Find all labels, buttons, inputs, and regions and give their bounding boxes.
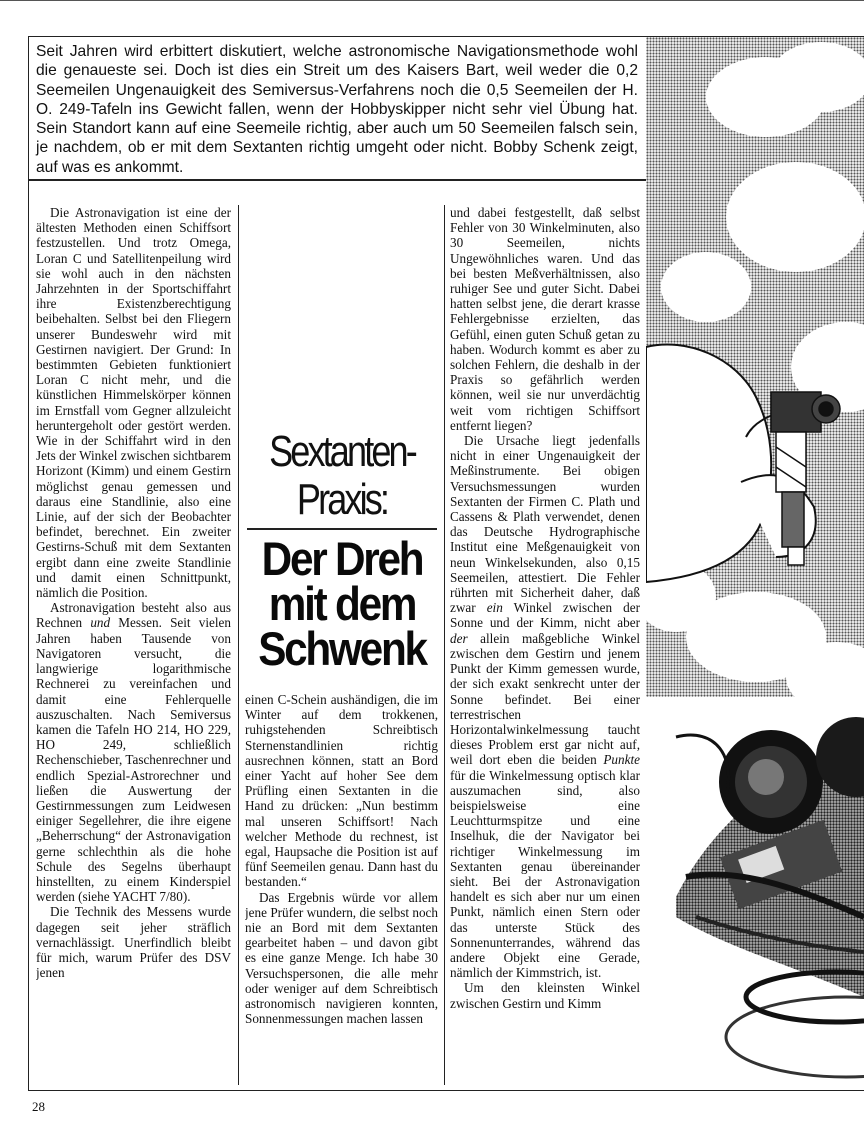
headline-line-1: Der Dreh: [261, 531, 423, 585]
col1-paragraph-1: Die Astronavigation ist eine der ältesten Methoden einen Schiffsort festzustellen. Und trotz Omega, Loran C und Satellitenpeilung wird sie wohl auch in den nächsten Jahrzehnten in der Sportschiffahrt ihre Existenzberechtigung beibehalten. Selbst bei den Fliegern unserer Bundeswehr wird mit Gestirnen navigiert. Der Grund: In bestimmten Gebieten funktioniert Loran C nicht mehr, und die künstlichen Himmelskörper können im Ernstfall vom Gegner allzuleicht heruntergeholt oder gestört werden. Wie in der Schiffahrt wird in den Jets der Winkel zwischen sichtbarem Horizont (Kimm) und einem Gestirn möglichst genau gemessen und daraus eine Standlinie, also eine Linie, auf der sich der Beobachter befindet, berechnet. Ein zweiter Gestirns-Schuß mit dem Sextanten ergibt dann eine zweite Standlinie und damit einen Schnittpunkt, nämlich die Position.: [36, 205, 231, 601]
article-column-1: [36, 205, 231, 1085]
col3-paragraph-2: Die Ursache liegt jedenfalls nicht in einer Ungenauigkeit der Meßinstrumente. Bei obigen Versuchsmessungen wurden Sextanten der Firmen C. Plath und Cassens & Plath verwendet, denen das Deutsche Hydrographische Institut eine Meßgenauigkeit von neun Winkelsekunden, also 0,15 Seemeilen, attestiert. Die Fehler rührten mit Sicherheit daher, daß zwar ein Winkel zwischen der Sonne und der Kimm, nicht aber der allein maßgebliche Winkel zwischen dem Gestirn und jenem Punkt der Kimm gemessen wurde, der sich exakt senkrecht unter der Sonne befindet. Bei einer terrestrischen Horizontalwinkelmessung taucht dieses Problem erst gar nicht auf, weil dort eben die beiden Punkte für die Winkelmessung optisch klar auszumachen sind, also beispielsweise eine Leuchtturmspitze und eine Inselhuk, die der Navigator bei richtiger Winkelmessung im Sextanten genau übereinander sieht. Bei der Astronavigation handelt es sich aber nur um einen Punkt, nämlich einen Stern oder das unterste Stück des Sonnenunterrandes, während das andere Objekt eine Gerade, nämlich der Kimmstrich, ist.: [450, 433, 640, 981]
page-number: 28: [32, 1099, 45, 1114]
article-column-3: [450, 205, 640, 1090]
kicker-line-2: Praxis:: [296, 475, 388, 524]
column-divider-2: [444, 205, 445, 1085]
kicker: [262, 428, 423, 524]
top-rule: [0, 0, 864, 1]
kicker-line-1: Sextanten-: [269, 427, 415, 476]
col2-paragraph-2: Das Ergebnis würde vor allem jene Prüfer wundern, die selbst noch nie an Bord mit dem Sextanten gearbeitet haben – und davon gibt es eine ganze Menge. Ich habe 30 Versuchspersonen, die alle mehr oder weniger auf dem Schreibtisch astronomisch navigieren konnten, Sonnenmessungen machen lassen: [245, 889, 438, 1027]
column-divider-1: [238, 205, 239, 1085]
headline-rule: [247, 528, 437, 530]
col3-paragraph-1: und dabei festgestellt, daß selbst Fehler von 30 Winkelminuten, also 30 Seemeilen, nichts Ungewöhnliches waren. Und das bei besten Meßverhältnissen, also ruhiger See und guter Sicht. Dabei hatten selbst jene, die derart krasse Fehlergebnisse erzielten, das Gefühl, einen guten Schuß getan zu haben. Wodurch kommt es aber zu solchen Fehlern, die deshalb in der Praxis so gefährlich werden können, weil sie nur unverdächtig weit vom richtigen Schiffsort entfernt liegen?: [450, 205, 640, 433]
col3-paragraph-3: Um den kleinsten Winkel zwischen Gestirn und Kimm: [450, 980, 640, 1011]
col1-paragraph-3: Die Technik des Messens wurde dagegen seit jeher sträflich vernachlässigt. Unerfindlich bleibt für mich, warum Prüfer des DSV jenen: [36, 904, 231, 981]
intro-paragraph: Seit Jahren wird erbittert diskutiert, welche astronomische Navigationsmethode wohl die genaueste sei. Doch ist dies ein Streit um des Kaisers Bart, weil weder die 0,2 Seemeilen Ungenauigkeit des Semiversus-Verfahrens noch die 0,5 Seemeilen der H. O. 249-Tafeln ins Gewicht fallen, wenn der Hobbyskipper nicht sehr viel Übung hat. Sein Standort kann auf eine Seemeile richtig, aber auch um 50 Seemeilen falsch sein, je nachdem, ob er mit dem Sextanten richtig umgeht oder nicht. Bobby Schenk zeigt, auf was es ankommt.: [36, 43, 638, 176]
headline: [254, 531, 430, 675]
headline-block: [244, 428, 440, 690]
intro-divider: [28, 179, 646, 181]
headline-line-2: mit dem: [268, 576, 416, 630]
article-column-2: [245, 692, 438, 1087]
col1-paragraph-2: Astronavigation besteht also aus Rechnen und Messen. Seit vielen Jahren haben Tausende von Navigatoren versucht, die langwierige logarithmische Rechnerei zu vereinfachen und damit eine Fehlerquelle auszuschalten. Nach Semiversus kamen die Tafeln HO 214, HO 229, HO 249, schließlich Rechenschieber, Taschenrechner und endlich Spezial-Astrorechner und ließen die Auswertung der Gestirnmessungen zum Leidwesen einiger Segellehrer, die ihre eigene „Beherrschung“ der Astronavigation gerne schlechthin als die hohe Schule des Segelns überhaupt hinstellten, zu einem Kinderspiel werden (siehe YACHT 7/80).: [36, 600, 231, 905]
sextant-illustration: [646, 37, 864, 1089]
headline-line-3: Schwenk: [258, 621, 426, 675]
col2-paragraph-1: einen C-Schein aushändigen, die im Winter auf dem trokkenen, ruhigstehenden Schreibtisch Sternenstandlinien richtig ausrechnen können, statt an Bord einer Yacht auf hoher See dem Prüfling einen Sextanten in die Hand zu drücken: „Nun bestimm mal unseren Schiffsort! Nach welcher Methode du rechnest, ist egal, Haupsache die Position ist auf fünf Seemeilen genau. Dann hast du bestanden.“: [245, 692, 438, 890]
